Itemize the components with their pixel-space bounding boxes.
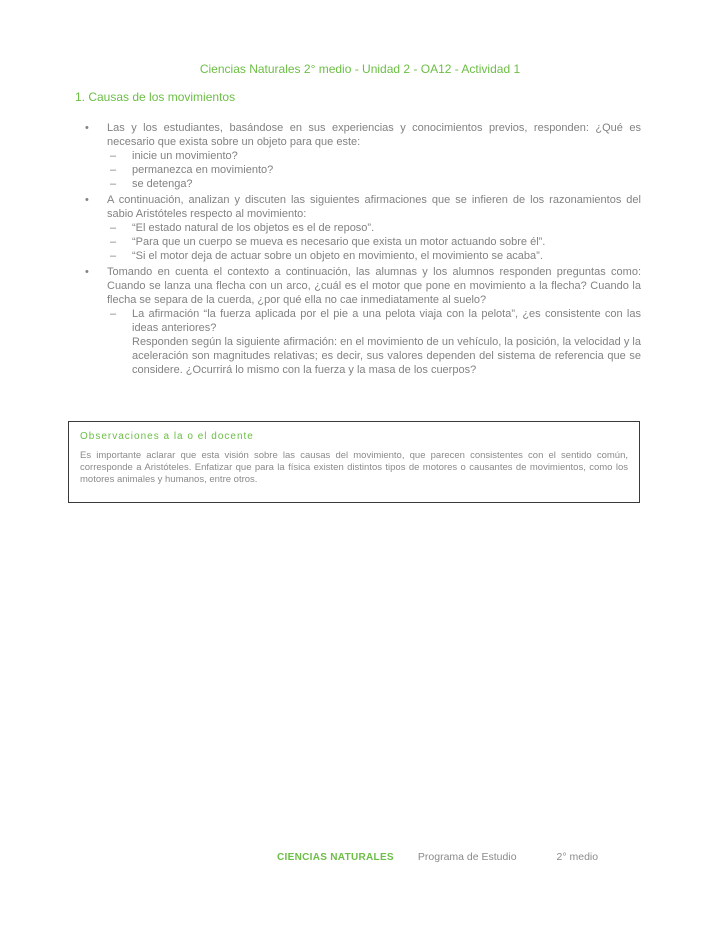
- list-subitem-text: La afirmación “la fuerza aplicada por el pie a una pelota viaja con la pelota”, ¿es consistente con las ideas anteriores?: [132, 308, 641, 334]
- list-subitem: [110, 149, 641, 163]
- section-heading: 1. Causas de los movimientos: [75, 90, 236, 104]
- page-title: Ciencias Naturales 2° medio - Unidad 2 - OA12 - Actividad 1: [199, 62, 521, 76]
- list-subitem: [110, 177, 641, 191]
- list-subitem: [110, 221, 641, 235]
- page-footer: [277, 851, 598, 863]
- list-subitem-text: inicie un movimiento?: [132, 150, 238, 162]
- dash-marker: –: [110, 178, 117, 190]
- list-subitem-text: “Para que un cuerpo se mueva es necesario que exista un motor actuando sobre él”.: [132, 236, 546, 248]
- bullet-marker: •: [85, 194, 89, 206]
- list-item-text: Tomando en cuenta el contexto a continuación, las alumnas y los alumnos responden preguntas como: Cuando se lanza una flecha con un arco, ¿cuál es el motor que pone en movimiento a la flecha? Cuando la flecha se separa de la cuerda, ¿por qué ella no cae inmediatamente al suelo?: [107, 266, 641, 306]
- list-subitem: [110, 249, 641, 263]
- dash-marker: –: [110, 308, 117, 320]
- footer-program-label: Programa de Estudio: [417, 851, 517, 863]
- list-subitem-paragraph: [132, 335, 641, 377]
- dash-marker: –: [110, 150, 117, 162]
- teacher-note-box: [68, 421, 640, 503]
- list-item-text: A continuación, analizan y discuten las siguientes afirmaciones que se infieren de los razonamientos del sabio Aristóteles respecto al movimiento:: [107, 194, 641, 220]
- teacher-note-title: Observaciones a la o el docente: [80, 431, 254, 442]
- list-subitem: [110, 307, 641, 335]
- footer-grade-label: 2° medio: [556, 851, 599, 863]
- paragraph-text: Responden según la siguiente afirmación: en el movimiento de un vehículo, la posición, la velocidad y la aceleración son magnitudes relativas; es decir, sus valores dependen del sistema de referencia que se considere. ¿Ocurrirá lo mismo con la fuerza y la masa de los cuerpos?: [132, 336, 641, 376]
- dash-marker: –: [110, 222, 117, 234]
- activity-content: [85, 121, 641, 377]
- list-item: [85, 193, 641, 221]
- list-item: [85, 121, 641, 149]
- list-subitem: [110, 235, 641, 249]
- bullet-marker: •: [85, 122, 89, 134]
- list-subitem: [110, 163, 641, 177]
- list-subitem-text: “Si el motor deja de actuar sobre un objeto en movimiento, el movimiento se acaba”.: [132, 250, 543, 262]
- footer-brand-label: CIENCIAS NATURALES: [277, 852, 394, 863]
- dash-marker: –: [110, 236, 117, 248]
- list-item-text: Las y los estudiantes, basándose en sus experiencias y conocimientos previos, responden: ¿Qué es necesario que exista sobre un objeto para que este:: [107, 122, 641, 148]
- list-subitem-text: “El estado natural de los objetos es el de reposo”.: [132, 222, 375, 234]
- list-subitem-text: permanezca en movimiento?: [132, 164, 274, 176]
- list-subitem-text: se detenga?: [132, 178, 193, 190]
- teacher-note-body: Es importante aclarar que esta visión sobre las causas del movimiento, que parecen consistentes con el sentido común, corresponde a Aristóteles. Enfatizar que para la física existen distintos tipos de motores o causantes de movimientos, como los motores animales y humanos, entre otros.: [80, 450, 628, 485]
- list-item: [85, 265, 641, 307]
- dash-marker: –: [110, 164, 117, 176]
- bullet-marker: •: [85, 266, 89, 278]
- dash-marker: –: [110, 250, 117, 262]
